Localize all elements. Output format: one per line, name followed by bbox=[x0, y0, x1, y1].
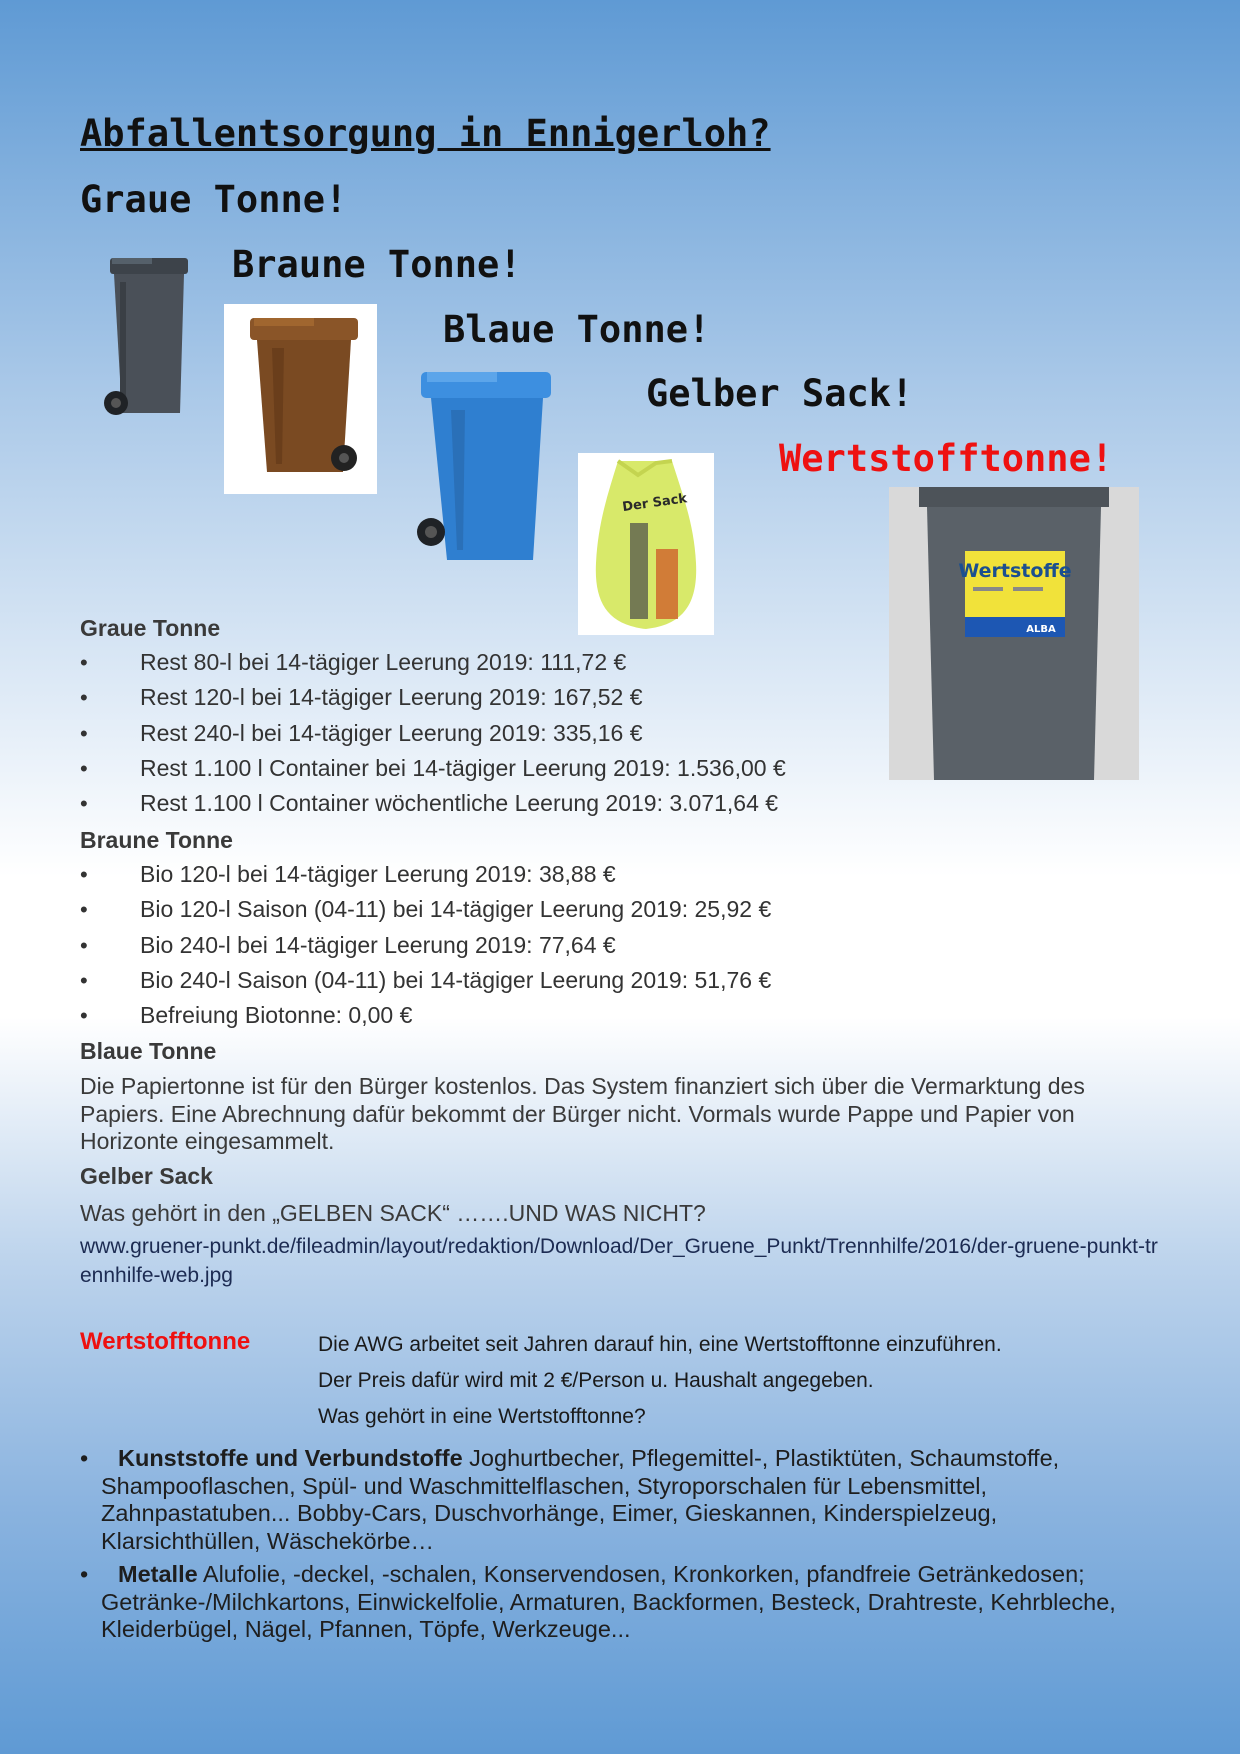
yellow-sack-image bbox=[578, 453, 714, 635]
sack-print-text: Der Sack bbox=[621, 491, 688, 516]
blue-bin-image bbox=[417, 370, 557, 566]
heading-graue-tonne: Graue Tonne! bbox=[80, 178, 348, 221]
list-item: • Bio 120-l bei 14-tägiger Leerung 2019: 38,88 € bbox=[80, 857, 771, 892]
blaue-tonne-text: Die Papiertonne ist für den Bürger kostenlos. Das System finanziert sich über die Vermarktung des Papiers. Eine Abrechnung dafür bekommt der Bürger nicht. Vormals wurde Pappe und Papier von Horizonte eingesammelt. bbox=[80, 1073, 1085, 1154]
heading-blaue-tonne: Blaue Tonne! bbox=[443, 308, 711, 351]
list-item: • Rest 1.100 l Container wöchentliche Leerung 2019: 3.071,64 € bbox=[80, 786, 786, 821]
section-heading-gelber-sack: Gelber Sack bbox=[80, 1163, 213, 1189]
wertstoffe-label-text: Wertstoffe bbox=[958, 560, 1072, 582]
heading-wertstofftonne: Wertstofftonne! bbox=[779, 437, 1114, 480]
item-description: Joghurtbecher, Pflegemittel-, Plastiktüten, Schaumstoffe, Shampooflaschen, Spül- und Waschmittelflaschen, Styroporschalen für Lebensmittel, Zahnpastatuben... Bobby-Cars, Duschvorhänge, Eimer, Gieskannen, Kinderspielzeug, Klarsichthüllen, Wäschekörbe… bbox=[101, 1445, 1060, 1554]
item-description: Alufolie, -deckel, -schalen, Konservendosen, Kronkorken, pfandfreie Getränkedosen; Getränke-/Milchkartons, Einwickelfolie, Armaturen, Backformen, Besteck, Drahtreste, Kehrbleche, Kleiderbügel, Nägel, Pfannen, Töpfe, Werkzeuge... bbox=[101, 1561, 1116, 1642]
gruener-punkt-link[interactable]: www.gruener-punkt.de/fileadmin/layout/redaktion/Download/Der_Gruene_Punkt/Trennhilfe/2016/der-gruene-punkt-trennhilfe-web.jpg bbox=[80, 1235, 1158, 1287]
list-item: • Rest 1.100 l Container bei 14-tägiger Leerung 2019: 1.536,00 € bbox=[80, 751, 786, 786]
braune-tonne-fee-list bbox=[80, 857, 771, 1033]
wertstoff-bin-image bbox=[889, 487, 1139, 780]
heading-braune-tonne: Braune Tonne! bbox=[232, 243, 522, 286]
list-item: • Rest 240-l bei 14-tägiger Leerung 2019: 335,16 € bbox=[80, 716, 786, 751]
wertstoff-line-3: Was gehört in eine Wertstofftonne? bbox=[318, 1405, 646, 1428]
heading-gelber-sack: Gelber Sack! bbox=[646, 372, 914, 415]
list-item: • Bio 120-l Saison (04-11) bei 14-tägiger Leerung 2019: 25,92 € bbox=[80, 892, 771, 927]
graue-tonne-fee-list bbox=[80, 645, 786, 821]
section-heading-braune-tonne: Braune Tonne bbox=[80, 827, 233, 853]
list-item: • Bio 240-l Saison (04-11) bei 14-tägiger Leerung 2019: 51,76 € bbox=[80, 963, 771, 998]
wertstoff-items-list bbox=[80, 1445, 1155, 1650]
alba-logo-text: ALBA bbox=[1026, 624, 1056, 635]
gelber-sack-question: Was gehört in den „GELBEN SACK“ …….UND WAS NICHT? bbox=[80, 1200, 706, 1226]
list-item bbox=[80, 1561, 1155, 1644]
grey-bin-image bbox=[100, 258, 196, 420]
wertstoff-line-1: Die AWG arbeitet seit Jahren darauf hin, eine Wertstofftonne einzuführen. bbox=[318, 1333, 1002, 1356]
list-item: • Bio 240-l bei 14-tägiger Leerung 2019: 77,64 € bbox=[80, 928, 771, 963]
section-heading-blaue-tonne: Blaue Tonne bbox=[80, 1038, 217, 1064]
list-item bbox=[80, 1445, 1155, 1555]
item-category: Kunststoffe und Verbundstoffe bbox=[118, 1445, 463, 1471]
page-title: Abfallentsorgung in Ennigerloh? bbox=[80, 112, 771, 155]
list-item: • Rest 120-l bei 14-tägiger Leerung 2019: 167,52 € bbox=[80, 680, 786, 715]
item-category: Metalle bbox=[118, 1561, 198, 1587]
list-item: • Rest 80-l bei 14-tägiger Leerung 2019: 111,72 € bbox=[80, 645, 786, 680]
brown-bin-image bbox=[224, 304, 377, 494]
wertstoff-line-2: Der Preis dafür wird mit 2 €/Person u. Haushalt angegeben. bbox=[318, 1369, 874, 1392]
wertstofftonne-label: Wertstofftonne bbox=[80, 1328, 251, 1355]
section-heading-graue-tonne: Graue Tonne bbox=[80, 615, 221, 641]
list-item: • Befreiung Biotonne: 0,00 € bbox=[80, 998, 771, 1033]
